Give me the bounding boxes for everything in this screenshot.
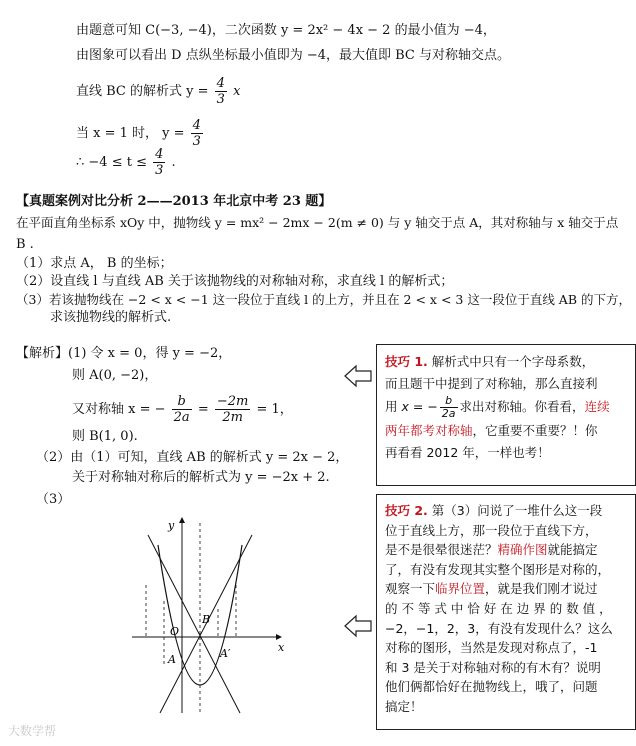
tip1-line-4 — [385, 420, 627, 442]
tip2-line-8: 对称的图形，当然是发现对称点了，-1 — [385, 640, 598, 656]
tip2-text-1: 第（3）问说了一堆什么这一段 — [431, 503, 603, 518]
top-line-2: 由图象可以看出 D 点纵坐标最小值即为 −4，最大值即 BC 与对称轴交点。 — [76, 48, 510, 63]
solution-line-3-prefix: 又对称轴 x = − — [72, 402, 166, 417]
tip2-line-1 — [385, 501, 627, 521]
tip1-title: 技巧 1. — [385, 354, 428, 369]
problem-heading: 【真题案例对比分析 2——2013 年北京中考 23 题】 — [16, 194, 332, 209]
tip1-fraction — [440, 395, 458, 420]
top-line-4-fraction — [191, 118, 203, 149]
top-line-3-fraction — [215, 76, 227, 107]
tip1-line-5: 再看看 2012 年，一样也考！ — [385, 445, 550, 460]
question-3-line-2: 求该抛物线的解析式. — [50, 310, 172, 325]
tip1-highlight-2: 两年都考对称轴 — [385, 423, 473, 438]
solution-line-1: 【解析】(1) 令 x = 0，得 y = −2， — [16, 346, 232, 361]
top-line-4-num: 4 — [192, 118, 201, 133]
tip1-text-3-prefix: 用 — [385, 399, 398, 414]
solution-line-4: 则 B(1, 0). — [72, 429, 138, 444]
top-line-3-den: 3 — [216, 92, 225, 107]
solution-line-3 — [72, 394, 293, 425]
top-line-4-den: 3 — [192, 134, 201, 149]
solution-line-3-den-2: 2m — [222, 410, 243, 425]
tip1-text-1: 解析式中只有一个字母系数， — [431, 354, 595, 369]
tip-box-2 — [376, 494, 636, 730]
question-3-line-1: （3）若该抛物线在 −2 < x < −1 这一段位于直线 l 的上方，并且在 2 < x < 3 这一段位于直线 AB 的下方， — [16, 292, 631, 307]
top-line-5-suffix: . — [171, 155, 176, 170]
tip2-line-5 — [385, 579, 627, 599]
solution-line-2: 则 A(0, −2)， — [72, 368, 158, 383]
point-a-prime-label: A′ — [220, 647, 231, 660]
tip2-text-3b: 就能搞定 — [547, 542, 598, 558]
top-line-4-prefix: 当 x = 1 时， y = — [76, 126, 185, 141]
tip2-highlight-2: 临界位置 — [435, 581, 486, 597]
tip2-line-9: 和 3 是关于对称轴对称的有木有？说明 — [385, 659, 601, 675]
x-label: x — [278, 641, 285, 654]
tip2-title: 技巧 2. — [385, 503, 428, 518]
watermark: 大数学帮 — [8, 724, 57, 738]
y-label: y — [168, 519, 175, 532]
tip1-highlight-1: 连续 — [584, 399, 610, 414]
tip1-line-2: 而且题干中提到了对称轴，那么直接利 — [385, 376, 598, 391]
tip2-text-5a: 观察一下 — [385, 581, 436, 597]
tip2-text-3a: 是不是很晕很迷茫？ — [385, 542, 498, 558]
top-line-5-den: 3 — [155, 163, 164, 178]
top-line-1: 由题意可知 C(−3, −4)，二次函数 y = 2x² − 4x − 2 的最小值为 −4， — [76, 23, 496, 38]
problem-stem-1: 在平面直角坐标系 xOy 中，抛物线 y = mx² − 2mx − 2(m ≠ 0) 与 y 轴交于点 A，其对称轴与 x 轴交于点 — [16, 215, 619, 230]
line-l — [148, 535, 240, 713]
tip1-text-4: ，它重要不重要？！你 — [472, 423, 598, 438]
solution-line-3-suffix: = 1， — [256, 402, 293, 417]
solution-line-6: 关于对称轴对称后的解析式为 y = −2x + 2. — [72, 470, 330, 485]
question-1: （1）求点 A， B 的坐标； — [16, 256, 173, 271]
problem-stem-2: B . — [16, 237, 34, 252]
top-line-5 — [76, 147, 176, 178]
tip2-line-4: 了，有没有发现其实整个图形是对称的， — [385, 561, 611, 577]
top-line-3-prefix: 直线 BC 的解析式 y = — [76, 84, 209, 99]
tip1-expr: x = − — [401, 399, 438, 414]
solution-line-3-num-2: −2m — [216, 394, 249, 409]
origin-label: O — [170, 625, 180, 638]
solution-line-3-den-1: 2a — [173, 410, 190, 425]
top-line-3 — [76, 76, 240, 107]
tip2-line-3 — [385, 540, 627, 560]
solution-line-3-fraction-1 — [172, 394, 192, 425]
top-line-5-fraction — [153, 147, 165, 178]
tip2-line-6: 的 不 等 式 中 恰 好 在 边 界 的 数 值 ， — [385, 600, 612, 616]
arrow-left-icon — [344, 364, 372, 388]
top-line-4 — [76, 118, 205, 149]
solution-line-3-fraction-2 — [215, 394, 251, 425]
tip1-line-3 — [385, 395, 627, 420]
tip2-line-11: 搞定！ — [385, 698, 423, 714]
arrow-left-icon — [344, 614, 372, 638]
top-line-3-suffix: x — [233, 84, 241, 99]
tip1-text-3-mid: 求出对称轴。你看看， — [459, 399, 585, 414]
tip2-highlight-1: 精确作图 — [497, 542, 548, 558]
tip2-text-5b: ，就是我们刚才说过 — [485, 581, 598, 597]
tip1-den: 2a — [441, 407, 456, 420]
tip1-num: b — [440, 395, 458, 408]
point-b-label: B — [202, 613, 211, 626]
solution-line-7: （3） — [36, 492, 71, 507]
x-axis-arrow — [276, 634, 282, 640]
top-line-5-num: 4 — [155, 147, 164, 162]
parabola-graph — [128, 515, 288, 715]
top-line-3-num: 4 — [216, 76, 225, 91]
question-2: （2）设直线 l 与直线 AB 关于该抛物线的对称轴对称，求直线 l 的解析式； — [16, 274, 454, 289]
tip-box-1 — [376, 344, 636, 486]
point-a-label: A — [168, 653, 176, 666]
y-axis-arrow — [179, 517, 185, 523]
solution-line-5: （2）由（1）可知，直线 AB 的解析式 y = 2x − 2， — [36, 450, 349, 465]
tip1-line-1 — [385, 351, 627, 373]
tip2-line-10: 他们俩都恰好在抛物线上，哦了，问题 — [385, 679, 598, 695]
solution-line-3-num-1: b — [172, 394, 192, 410]
tip2-line-2: 位于直线上方，那一段位于直线下方， — [385, 522, 598, 538]
tip2-line-7: −2，−1，2，3，有没有发现什么？这么 — [385, 620, 613, 636]
top-line-5-prefix: ∴ −4 ≤ t ≤ — [76, 155, 147, 170]
solution-line-3-eq: = — [197, 402, 209, 417]
